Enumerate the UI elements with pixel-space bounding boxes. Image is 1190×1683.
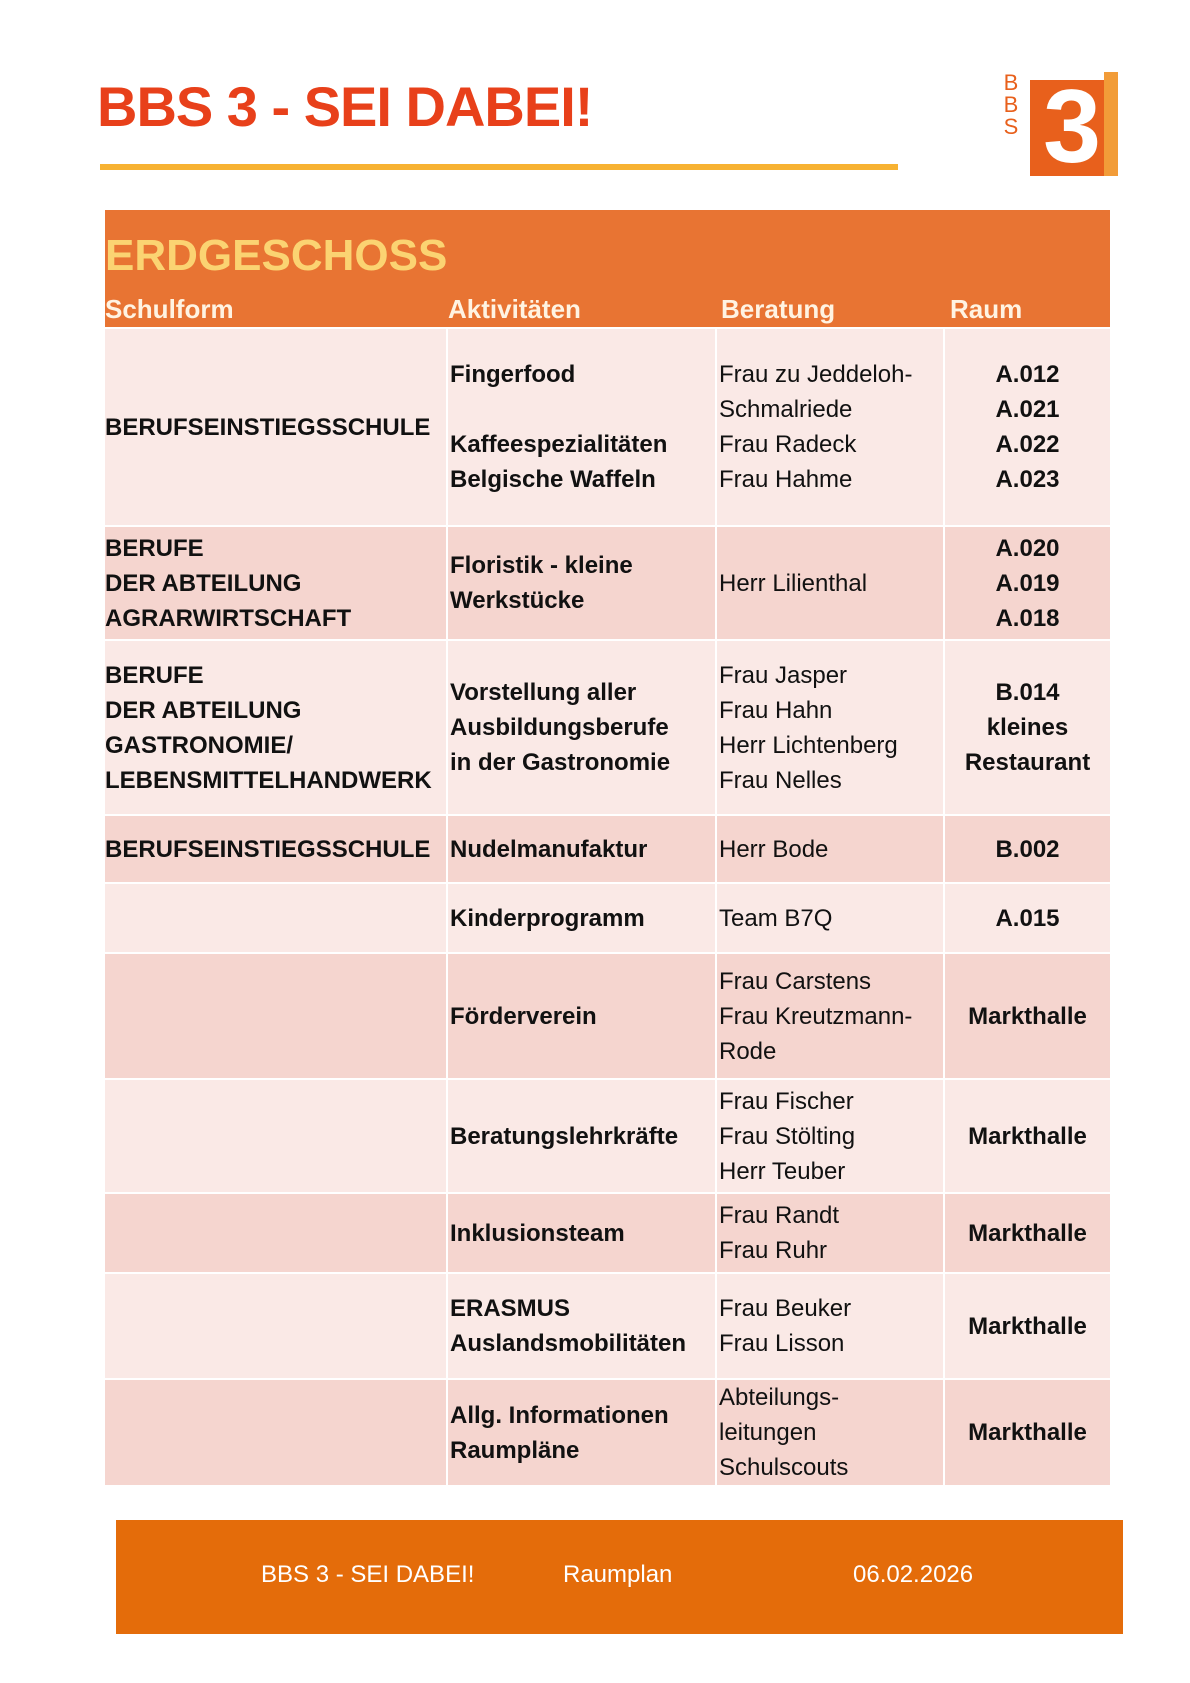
footer-left: BBS 3 - SEI DABEI!	[261, 1561, 475, 1588]
table-row	[105, 1380, 1110, 1485]
cell-beratung	[717, 884, 943, 952]
cell-schulform	[105, 527, 446, 639]
column-header-aktivitaeten: Aktivitäten	[448, 294, 581, 324]
aktivitaeten-line: Vorstellung aller	[450, 679, 637, 706]
raum-line: A.018	[995, 604, 1060, 632]
beratung-line: Herr Bode	[719, 835, 829, 863]
beratung-line: Rode	[719, 1037, 777, 1065]
cell-schulform	[105, 954, 446, 1078]
aktivitaeten-line: Werkstücke	[450, 587, 585, 614]
footer-center: Raumplan	[563, 1561, 673, 1588]
schulform-line: DER ABTEILUNG	[105, 696, 302, 724]
raum-line: Markthalle	[968, 1219, 1087, 1247]
cell-raum	[945, 329, 1110, 525]
aktivitaeten-line: Nudelmanufaktur	[450, 835, 648, 863]
aktivitaeten-line: Auslandsmobilitäten	[450, 1330, 687, 1357]
table-header	[105, 210, 1110, 327]
cell-beratung	[717, 954, 943, 1078]
cell-aktivitaeten	[448, 641, 715, 814]
table-row	[105, 1080, 1110, 1192]
aktivitaeten-line: Belgische Waffeln	[450, 466, 656, 493]
schulform-line: BERUFSEINSTIEGSSCHULE	[105, 413, 431, 441]
beratung-line: Frau Kreutzmann-	[719, 1002, 913, 1030]
aktivitaeten-line: Allg. Informationen	[450, 1401, 669, 1429]
cell-raum	[945, 816, 1110, 882]
beratung-line: Team B7Q	[719, 904, 833, 932]
cell-raum	[945, 1080, 1110, 1192]
title-underline	[100, 164, 898, 170]
table-body	[105, 329, 1110, 1485]
cell-schulform	[105, 816, 446, 882]
cell-schulform	[105, 1080, 446, 1192]
raum-line: A.020	[995, 534, 1060, 562]
cell-aktivitaeten	[448, 1080, 715, 1192]
cell-beratung	[717, 816, 943, 882]
aktivitaeten-line: Fingerfood	[450, 361, 576, 388]
cell-raum	[945, 641, 1110, 814]
cell-aktivitaeten	[448, 1274, 715, 1378]
schulform-line: BERUFE	[105, 661, 204, 689]
raum-line: kleines	[986, 714, 1069, 741]
cell-beratung	[717, 1380, 943, 1485]
aktivitaeten-line: ERASMUS	[450, 1295, 571, 1322]
cell-raum	[945, 884, 1110, 952]
raum-line: B.002	[995, 835, 1060, 863]
aktivitaeten-line	[450, 392, 667, 427]
beratung-line: Herr Lichtenberg	[719, 731, 898, 759]
beratung-line: Herr Lilienthal	[719, 569, 868, 597]
column-headers	[105, 294, 1110, 324]
raum-line: B.014	[995, 679, 1060, 706]
raum-line: A.015	[995, 904, 1060, 932]
cell-raum	[945, 1194, 1110, 1272]
beratung-line: leitungen	[719, 1419, 817, 1446]
cell-aktivitaeten	[448, 329, 715, 525]
beratung-line: Frau Beuker	[719, 1295, 852, 1322]
beratung-line: Schulscouts	[719, 1454, 849, 1481]
aktivitaeten-line: Floristik - kleine	[450, 552, 633, 579]
cell-aktivitaeten	[448, 816, 715, 882]
schulform-line: AGRARWIRTSCHAFT	[105, 604, 352, 632]
raum-line: Markthalle	[968, 1002, 1087, 1030]
aktivitaeten-line: Ausbildungsberufe	[450, 714, 669, 741]
logo-number: 3	[1043, 72, 1101, 178]
raum-line: A.023	[995, 466, 1060, 493]
cell-beratung	[717, 641, 943, 814]
cell-aktivitaeten	[448, 884, 715, 952]
aktivitaeten-line: Raumpläne	[450, 1436, 580, 1464]
raum-line: A.019	[995, 569, 1060, 597]
beratung-line: Frau Hahme	[719, 466, 853, 493]
beratung-line: Frau Stölting	[719, 1122, 856, 1150]
logo-letter: S	[1003, 114, 1019, 139]
column-header-raum: Raum	[950, 294, 1023, 324]
cell-beratung	[717, 1080, 943, 1192]
schulform-line: DER ABTEILUNG	[105, 569, 302, 597]
aktivitaeten-line: Inklusionsteam	[450, 1219, 625, 1247]
footer	[116, 1520, 1123, 1634]
beratung-line: Frau Fischer	[719, 1087, 854, 1115]
beratung-line: Frau Nelles	[719, 766, 842, 794]
page-title: BBS 3 - SEI DABEI!	[97, 75, 593, 138]
cell-beratung	[717, 527, 943, 639]
raum-line: A.012	[995, 361, 1060, 388]
raum-line: A.021	[995, 396, 1060, 423]
aktivitaeten-line: Kinderprogramm	[450, 904, 645, 932]
table-row	[105, 527, 1110, 639]
beratung-line: Frau Carstens	[719, 967, 872, 995]
raum-line: Markthalle	[968, 1122, 1087, 1150]
table-row	[105, 641, 1110, 814]
beratung-line: Frau Randt	[719, 1202, 840, 1229]
logo-mark-icon	[1030, 72, 1118, 178]
cell-schulform	[105, 884, 446, 952]
beratung-line: Abteilungs-	[719, 1384, 840, 1411]
column-header-schulform: Schulform	[105, 294, 234, 324]
cell-beratung	[717, 1274, 943, 1378]
schulform-line: LEBENSMITTELHANDWERK	[105, 766, 432, 794]
table-row	[105, 1274, 1110, 1378]
beratung-line: Frau zu Jeddeloh-	[719, 361, 913, 388]
beratung-line: Frau Jasper	[719, 661, 848, 689]
logo-letter: B	[1003, 92, 1019, 117]
raum-line: A.022	[995, 431, 1060, 458]
section-title: ERDGESCHOSS	[105, 231, 448, 280]
cell-raum	[945, 1274, 1110, 1378]
aktivitaeten-line: in der Gastronomie	[450, 749, 671, 776]
room-plan-table	[105, 210, 1110, 1485]
aktivitaeten-line: Kaffeespezialitäten	[450, 431, 668, 458]
raum-line: Markthalle	[968, 1312, 1087, 1340]
cell-aktivitaeten	[448, 527, 715, 639]
beratung-line: Frau Hahn	[719, 696, 833, 724]
table-row	[105, 1194, 1110, 1272]
raum-line: Restaurant	[964, 749, 1091, 776]
schulform-line: BERUFE	[105, 534, 204, 562]
cell-raum	[945, 954, 1110, 1078]
cell-schulform	[105, 641, 446, 814]
beratung-line: Frau Lisson	[719, 1330, 845, 1357]
schulform-line: BERUFSEINSTIEGSSCHULE	[105, 835, 431, 863]
table-row	[105, 816, 1110, 882]
table-row	[105, 954, 1110, 1078]
cell-beratung	[717, 1194, 943, 1272]
column-header-beratung: Beratung	[721, 294, 836, 324]
cell-aktivitaeten	[448, 1380, 715, 1485]
aktivitaeten-line: Förderverein	[450, 1002, 597, 1030]
cell-schulform	[105, 1194, 446, 1272]
beratung-line: Frau Radeck	[719, 431, 857, 458]
table-row	[105, 884, 1110, 952]
footer-date: 06.02.2026	[853, 1561, 974, 1588]
logo-letter: B	[1003, 70, 1019, 95]
cell-aktivitaeten	[448, 954, 715, 1078]
cell-schulform	[105, 1380, 446, 1485]
cell-raum	[945, 1380, 1110, 1485]
cell-schulform	[105, 329, 446, 525]
logo-letters	[1000, 72, 1022, 138]
cell-schulform	[105, 1274, 446, 1378]
table-row	[105, 329, 1110, 525]
cell-beratung	[717, 329, 943, 525]
cell-aktivitaeten	[448, 1194, 715, 1272]
aktivitaeten-line: Beratungslehrkräfte	[450, 1122, 679, 1150]
raum-line: Markthalle	[968, 1419, 1087, 1446]
cell-raum	[945, 527, 1110, 639]
beratung-line: Frau Ruhr	[719, 1237, 828, 1264]
beratung-line: Schmalriede	[719, 396, 853, 423]
beratung-line: Herr Teuber	[719, 1157, 846, 1185]
schulform-line: GASTRONOMIE/	[105, 731, 294, 759]
bbs3-logo	[1000, 72, 1120, 182]
